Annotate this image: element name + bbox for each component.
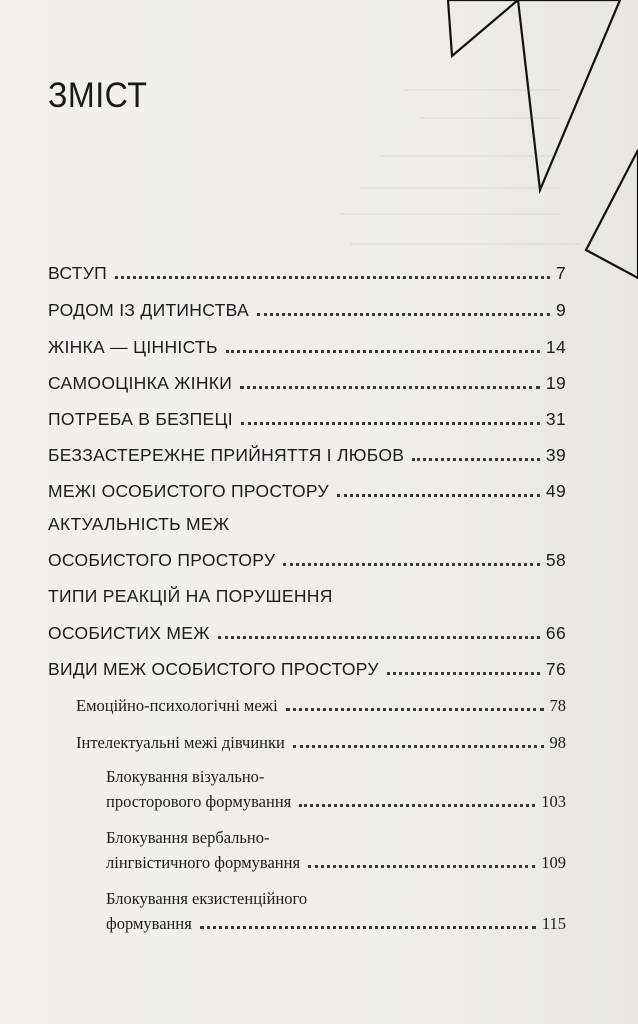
toc-entry-label: ОСОБИСТИХ МЕЖ	[48, 623, 210, 643]
dot-leader	[299, 804, 535, 807]
toc-subsubentry[interactable]	[106, 853, 566, 873]
toc-page-number: 58	[545, 550, 566, 570]
toc-subsubentry-label-line1: Блокування візуально-	[106, 767, 265, 786]
dot-leader	[286, 708, 544, 711]
dot-leader	[308, 865, 535, 868]
toc-subentry-label: Емоційно-психологічні межі	[76, 696, 278, 715]
toc-entry[interactable]	[48, 481, 566, 502]
toc-entry-label: РОДОМ ІЗ ДИТИНСТВА	[48, 300, 249, 320]
toc-page-number: 109	[541, 853, 566, 872]
dot-leader	[226, 350, 540, 353]
toc-entry[interactable]	[48, 337, 566, 358]
toc-page-number: 19	[545, 373, 566, 393]
toc-entry-label-line1: ТИПИ РЕАКЦІЙ НА ПОРУШЕННЯ	[48, 586, 333, 606]
toc-entry[interactable]	[48, 263, 566, 284]
dot-leader	[293, 745, 544, 748]
dot-leader	[240, 386, 540, 389]
toc-entry[interactable]	[48, 373, 566, 394]
toc-page-number: 66	[545, 623, 566, 643]
toc-entry-label: ЖІНКА — ЦІННІСТЬ	[48, 337, 218, 357]
toc-entry[interactable]	[48, 300, 566, 321]
toc-page-number: 31	[545, 409, 566, 429]
toc-entry[interactable]	[48, 445, 566, 466]
toc-entry[interactable]	[48, 409, 566, 430]
dot-leader	[115, 276, 550, 279]
toc-subsubentry-label-line1: Блокування вербально-	[106, 828, 270, 847]
toc-entry-label: БЕЗЗАСТЕРЕЖНЕ ПРИЙНЯТТЯ І ЛЮБОВ	[48, 445, 405, 465]
toc-subsubentry-label-line1: Блокування екзистенційного	[106, 889, 308, 908]
dot-leader	[412, 458, 540, 461]
toc-entry-label-line1: АКТУАЛЬНІСТЬ МЕЖ	[48, 514, 230, 534]
dot-leader	[257, 313, 550, 316]
toc-entry-label: МЕЖІ ОСОБИСТОГО ПРОСТОРУ	[48, 481, 329, 501]
toc-page-number: 49	[545, 481, 566, 501]
toc-page-number: 98	[549, 733, 566, 752]
toc-subentry-label: Інтелектуальні межі дівчинки	[76, 733, 285, 752]
toc-subentry[interactable]	[76, 733, 566, 753]
toc-subsubentry[interactable]	[106, 792, 566, 812]
toc-page-number: 78	[549, 696, 566, 715]
toc-subsubentry-label: формування	[106, 914, 192, 933]
toc-entry-label: ОСОБИСТОГО ПРОСТОРУ	[48, 550, 276, 570]
toc-entry[interactable]	[48, 550, 566, 571]
triangle-shape-lower	[586, 150, 638, 278]
dot-leader	[218, 636, 540, 639]
toc-page-number: 76	[545, 659, 566, 679]
toc-page-number: 39	[545, 445, 566, 465]
toc-page-number: 9	[555, 300, 566, 320]
dot-leader	[387, 672, 540, 675]
dot-leader	[283, 563, 540, 566]
decorative-triangles	[0, 0, 638, 300]
toc-subsubentry-label: просторового формування	[106, 792, 292, 811]
toc-page-number: 115	[541, 914, 566, 933]
toc-entry[interactable]	[48, 659, 566, 680]
dot-leader	[337, 494, 540, 497]
dot-leader	[241, 422, 540, 425]
triangle-shape-top	[448, 0, 518, 56]
toc-subentry[interactable]	[76, 696, 566, 716]
toc-page-number: 103	[541, 792, 566, 811]
toc-page-number: 7	[555, 263, 566, 283]
toc-entry-label: ВСТУП	[48, 263, 108, 283]
page-title: ЗМІСТ	[48, 76, 148, 115]
triangle-shape-middle	[518, 0, 620, 190]
toc-entry-label: ПОТРЕБА В БЕЗПЕЦІ	[48, 409, 233, 429]
toc-subsubentry[interactable]	[106, 914, 566, 934]
dot-leader	[200, 926, 536, 929]
toc-entry-label: САМООЦІНКА ЖІНКИ	[48, 373, 233, 393]
toc-page-number: 14	[545, 337, 566, 357]
toc-entry[interactable]	[48, 623, 566, 644]
toc-entry-label: ВИДИ МЕЖ ОСОБИСТОГО ПРОСТОРУ	[48, 659, 379, 679]
toc-subsubentry-label: лінгвістичного формування	[106, 853, 301, 872]
